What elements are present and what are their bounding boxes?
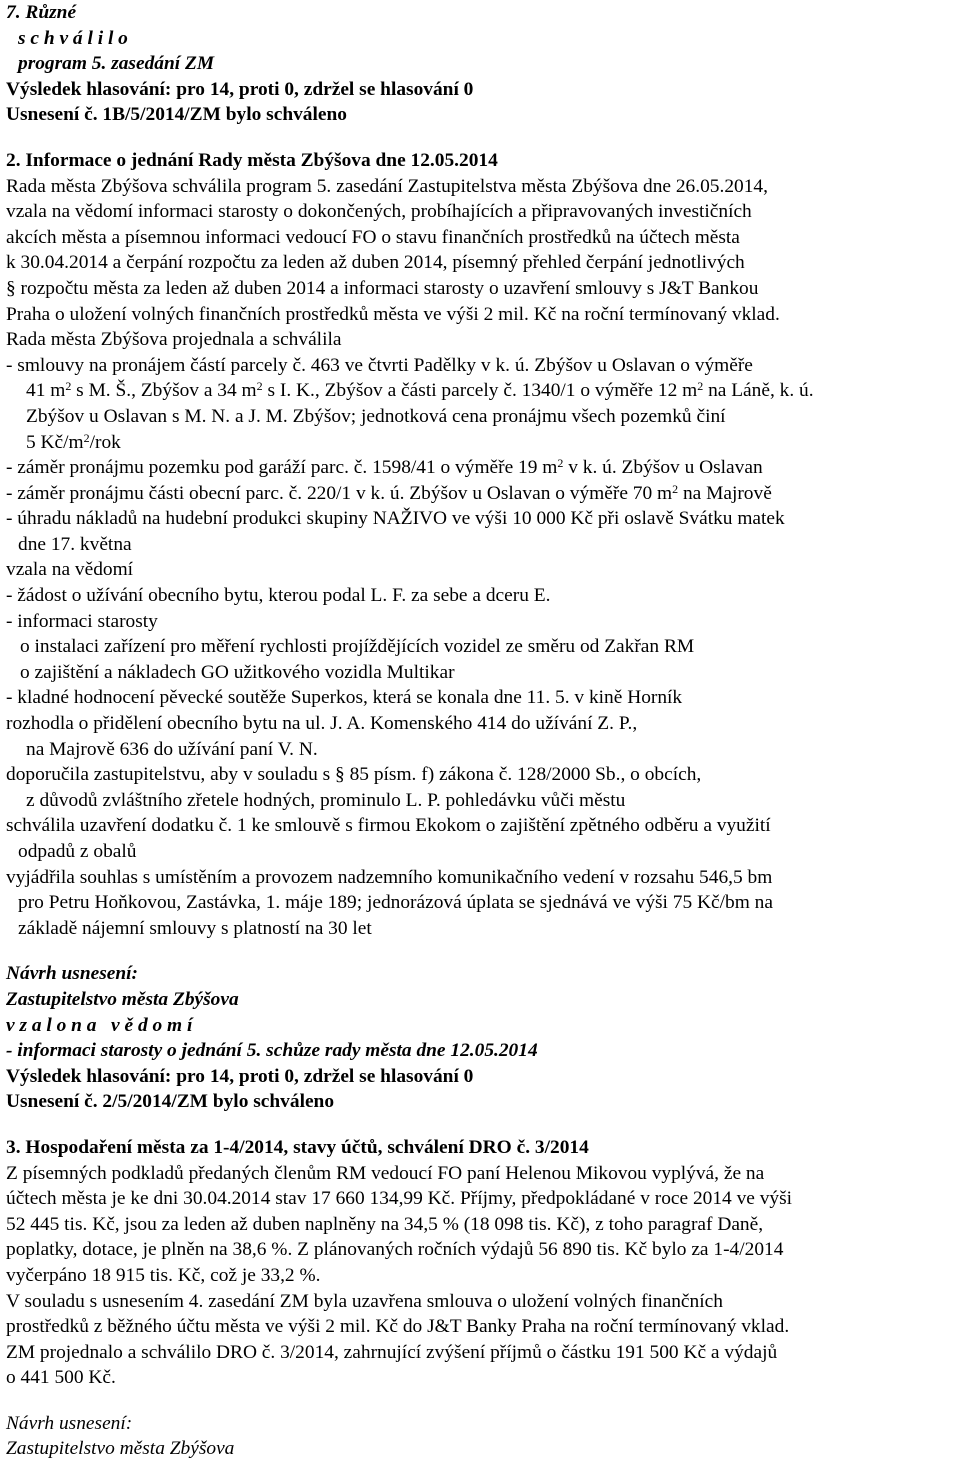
text-line: Z písemných podkladů předaných členům RM vedoucí FO paní Helenou Mikovou vyplývá, že na: [6, 1162, 765, 1184]
noted-spaced: v z a l o n a v ě d o m í: [6, 1014, 193, 1036]
text-line: Praha o uložení volných finančních prostředků města ve výši 2 mil. Kč na roční termínovaný vklad.: [6, 303, 780, 325]
text-line: prostředků z běžného účtu města ve výši 2 mil. Kč do J&T Banky Praha na roční termínovaný vklad.: [6, 1316, 790, 1338]
superscript: 2: [65, 379, 72, 394]
resolution-1b: Usnesení č. 1B/5/2014/ZM bylo schváleno: [6, 104, 347, 126]
text-line: základě nájemní smlouvy s platností na 30 let: [18, 917, 372, 939]
area-part: 41 m: [26, 380, 66, 402]
public-parcel-line: [6, 481, 954, 507]
area-part: na Láně, k. ú.: [703, 380, 814, 402]
council-name: Zastupitelstvo města Zbýšova: [6, 1438, 235, 1460]
text-line: vzala na vědomí informaci starosty o dokončených, probíhajících a připravovaných investičních: [6, 201, 752, 223]
superscript: 2: [83, 430, 90, 445]
text-line: - žádost o užívání obecního bytu, kterou podal L. F. za sebe a dceru E.: [6, 585, 551, 607]
resolution-2: Usnesení č. 2/5/2014/ZM bylo schváleno: [6, 1091, 335, 1113]
section-3-heading: 3. Hospodaření města za 1-4/2014, stavy účtů, schválení DRO č. 3/2014: [6, 1136, 589, 1158]
text-line: o zajištění a nákladech GO užitkového vozidla Multikar: [20, 661, 455, 683]
price-part: 5 Kč/m: [26, 431, 84, 453]
text-line: akcích města a písemnou informaci vedoucí FO o stavu finančních prostředků na účtech města: [6, 226, 740, 248]
text-line: - informaci starosty: [6, 610, 158, 632]
text-line: dne 17. května: [18, 533, 132, 555]
area-part: s M. Š., Zbýšov a 34 m: [71, 380, 257, 402]
section-2-heading: 2. Informace o jednání Rady města Zbýšova dne 12.05.2014: [6, 149, 498, 171]
price-part: /rok: [89, 431, 121, 453]
vote-result: Výsledek hlasování: pro 14, proti 0, zdržel se hlasování 0: [6, 78, 474, 100]
text-line: schválila uzavření dodatku č. 1 ke smlouvě s firmou Ekokom o zajištění zpětného odběru a využití: [6, 815, 771, 837]
garage-part: - záměr pronájmu pozemku pod garáží parc. č. 1598/41 o výměře 19 m: [6, 457, 558, 479]
text-line: z důvodů zvláštního zřetele hodných, prominulo L. P. pohledávku vůči městu: [26, 789, 626, 811]
superscript: 2: [256, 379, 263, 394]
garage-part: v k. ú. Zbýšov u Oslavan: [563, 457, 763, 479]
text-line: rozhodla o přidělení obecního bytu na ul. J. A. Komenského 414 do užívání Z. P.,: [6, 713, 638, 735]
text-line: ZM projednalo a schválilo DRO č. 3/2014, zahrnující zvýšení příjmů o částku 191 500 Kč a výdajů: [6, 1341, 778, 1363]
public-part: na Majrově: [678, 482, 772, 504]
approved-spaced: s c h v á l i l o: [18, 27, 128, 49]
text-line: - smlouvy na pronájem částí parcely č. 463 ve čtvrti Padělky v k. ú. Zbýšov u Oslavan o výměře: [6, 354, 753, 376]
superscript: 2: [557, 456, 564, 471]
text-line: k 30.04.2014 a čerpání rozpočtu za leden až duben 2014, písemný přehled čerpání jednotlivých: [6, 252, 745, 274]
text-line: o instalaci zařízení pro měření rychlosti projíždějících vozidel ze směru od Zakřan RM: [20, 636, 695, 658]
text-line: vyjádřila souhlas s umístěním a provozem nadzemního komunikačního vedení v rozsahu 546,5 bm: [6, 866, 773, 888]
document-page: [6, 0, 954, 1462]
program-item: program 5. zasedání ZM: [18, 53, 215, 75]
text-line: na Majrově 636 do užívání paní V. N.: [26, 738, 318, 760]
garage-line: [6, 455, 954, 481]
vote-result: Výsledek hlasování: pro 14, proti 0, zdržel se hlasování 0: [6, 1065, 474, 1087]
text-line: - úhradu nákladů na hudební produkci skupiny NAŽIVO ve výši 10 000 Kč při oslavě Svátku matek: [6, 508, 785, 530]
noted-item: - informaci starosty o jednání 5. schůze rady města dne 12.05.2014: [6, 1040, 538, 1062]
text-line: Rada města Zbýšova projednala a schválila: [6, 329, 342, 351]
proposal-label: Návrh usnesení:: [6, 963, 138, 985]
council-name: Zastupitelstvo města Zbýšova: [6, 988, 239, 1010]
text-line: vyčerpáno 18 915 tis. Kč, což je 33,2 %.: [6, 1264, 321, 1286]
superscript: 2: [672, 481, 679, 496]
superscript: 2: [697, 379, 704, 394]
text-line: Zbýšov u Oslavan s M. N. a J. M. Zbýšov; jednotková cena pronájmu všech pozemků činí: [26, 405, 726, 427]
text-line: poplatky, dotace, je plněn na 38,6 %. Z plánovaných ročních výdajů 56 890 tis. Kč bylo za 1-4/2014: [6, 1239, 784, 1261]
area-part: s I. K., Zbýšov a části parcely č. 1340/1 o výměře 12 m: [262, 380, 698, 402]
text-line: vzala na vědomí: [6, 559, 134, 581]
section-7-heading: 7. Různé: [6, 2, 77, 23]
text-line: § rozpočtu města za leden až duben 2014 a informaci starosty o uzavření smlouvy s J&T Bankou: [6, 277, 759, 299]
proposal-label: Návrh usnesení:: [6, 1412, 133, 1434]
text-line: 52 445 tis. Kč, jsou za leden až duben naplněny na 34,5 % (18 098 tis. Kč), z toho paragraf Daně,: [6, 1213, 764, 1235]
public-part: - záměr pronájmu části obecní parc. č. 220/1 v k. ú. Zbýšov u Oslavan o výměře 70 m: [6, 482, 673, 504]
text-line: V souladu s usnesením 4. zasedání ZM byla uzavřena smlouva o uložení volných finančních: [6, 1290, 723, 1312]
area-line: [6, 378, 954, 404]
text-line: účtech města je ke dni 30.04.2014 stav 17 660 134,99 Kč. Příjmy, předpokládané v roce 2014 ve výši: [6, 1188, 793, 1210]
price-line: [6, 430, 954, 456]
text-line: Rada města Zbýšova schválila program 5. zasedání Zastupitelstva města Zbýšova dne 26.05.2014,: [6, 175, 768, 197]
text-line: pro Petru Hoňkovou, Zastávka, 1. máje 189; jednorázová úplata se sjednává ve výši 75 Kč/bm na: [18, 892, 773, 914]
text-line: odpadů z obalů: [18, 841, 137, 862]
text-line: - kladné hodnocení pěvecké soutěže Superkos, která se konala dne 11. 5. v kině Horník: [6, 687, 683, 709]
text-line: doporučila zastupitelstvu, aby v souladu s § 85 písm. f) zákona č. 128/2000 Sb., o obcích,: [6, 764, 702, 786]
text-line: o 441 500 Kč.: [6, 1367, 116, 1389]
